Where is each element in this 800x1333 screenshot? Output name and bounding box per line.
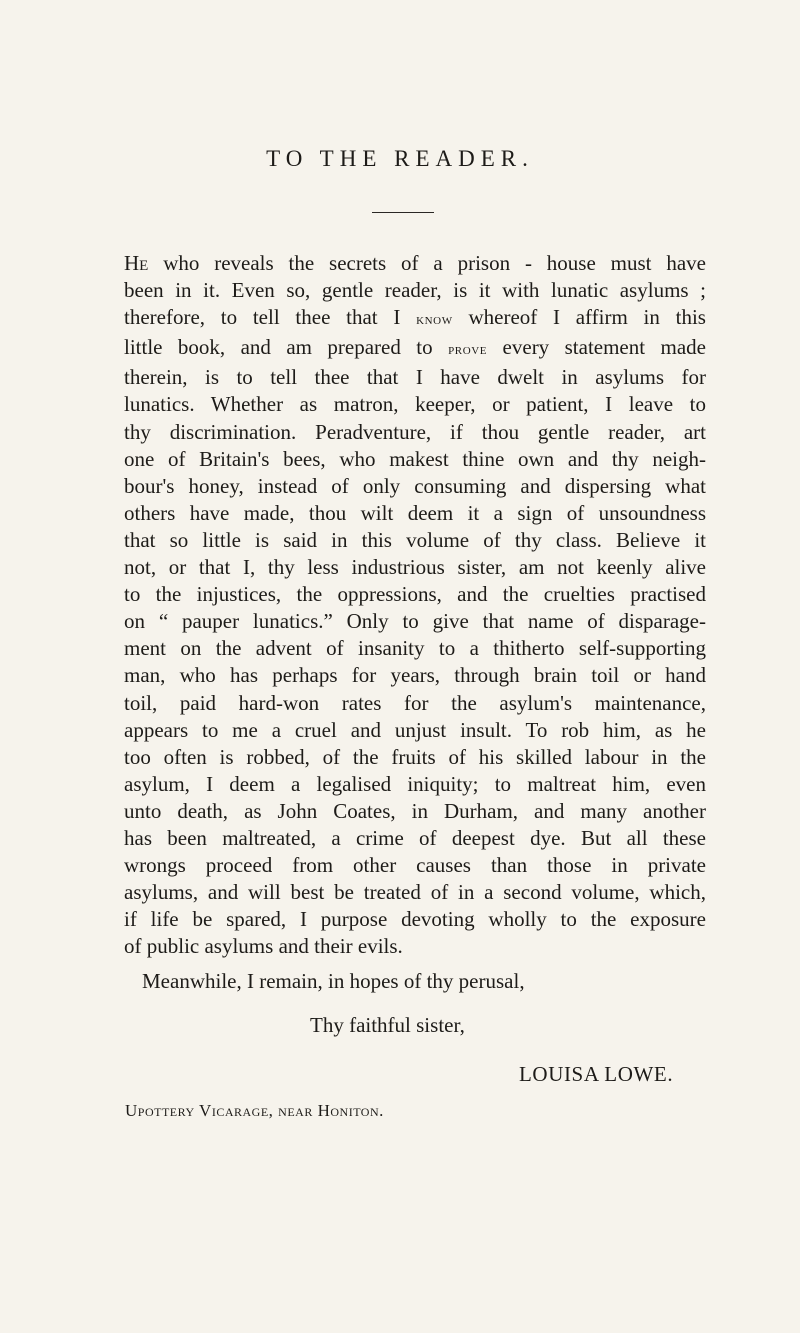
text-line: therein, is to tell thee that I have dwelt in asylums for [124,365,706,390]
text-line: on “ pauper lunatics.” Only to give that name of disparage- [124,609,706,634]
line-text: therefore, to tell thee that I [124,305,417,330]
text-line: thy discrimination. Peradventure, if thou gentle reader, art [124,419,706,444]
drop-cap-word: He [124,251,149,275]
text-line: appears to me a cruel and unjust insult. To rob him, as he [124,717,706,742]
text-line [124,334,706,364]
text-line: bour's honey, instead of only consuming and dispersing what [124,473,706,498]
emphasis-word: prove [448,342,488,359]
text-line: lunatics. Whether as matron, keeper, or patient, I leave to [124,392,706,417]
text-line: wrongs proceed from other causes than those in private [124,853,706,878]
page-title: TO THE READER. [266,146,534,171]
closing-line: Meanwhile, I remain, in hopes of thy perusal, [142,969,525,993]
valediction: Thy faithful sister, [310,1013,465,1037]
text-line: unto death, as John Coates, in Durham, and many another [124,798,706,823]
text-line [124,250,706,277]
text-line: been in it. Even so, gentle reader, is it with lunatic asylums ; [124,278,706,303]
text-line: asylums, and will best be treated of in a second volume, which, [124,880,706,905]
title-divider [372,212,434,213]
text-line: if life be spared, I purpose devoting wholly to the exposure [124,907,706,932]
line-text: whereof I affirm in this [452,305,706,330]
text-line: of public asylums and their evils. [124,934,403,959]
text-line: has been maltreated, a crime of deepest dye. But all these [124,825,706,850]
text-line: one of Britain's bees, who makest thine own and thy neigh- [124,446,706,471]
text-line: toil, paid hard-won rates for the asylum's maintenance, [124,690,706,715]
line-text: every statement made [487,335,706,360]
signature: LOUISA LOWE. [519,1062,674,1086]
emphasis-word: know [416,312,453,329]
text-line [124,304,706,334]
line-text: who reveals the secrets of a prison - house must have [148,251,706,275]
text-line: asylum, I deem a legalised iniquity; to maltreat him, even [124,771,706,796]
text-line: to the injustices, the oppressions, and the cruelties practised [124,582,706,607]
text-line: others have made, thou wilt deem it a sign of unsoundness [124,500,706,525]
text-line: ment on the advent of insanity to a thitherto self-supporting [124,636,706,661]
text-line: man, who has perhaps for years, through brain toil or hand [124,663,706,688]
text-line: too often is robbed, of the fruits of his skilled labour in the [124,744,706,769]
text-line: that so little is said in this volume of thy class. Believe it [124,527,706,552]
line-text: little book, and am prepared to [124,335,449,360]
letter-body [124,250,706,960]
place-line: Upottery Vicarage, near Honiton. [125,1101,384,1120]
text-line: not, or that I, thy less industrious sister, am not keenly alive [124,555,706,580]
